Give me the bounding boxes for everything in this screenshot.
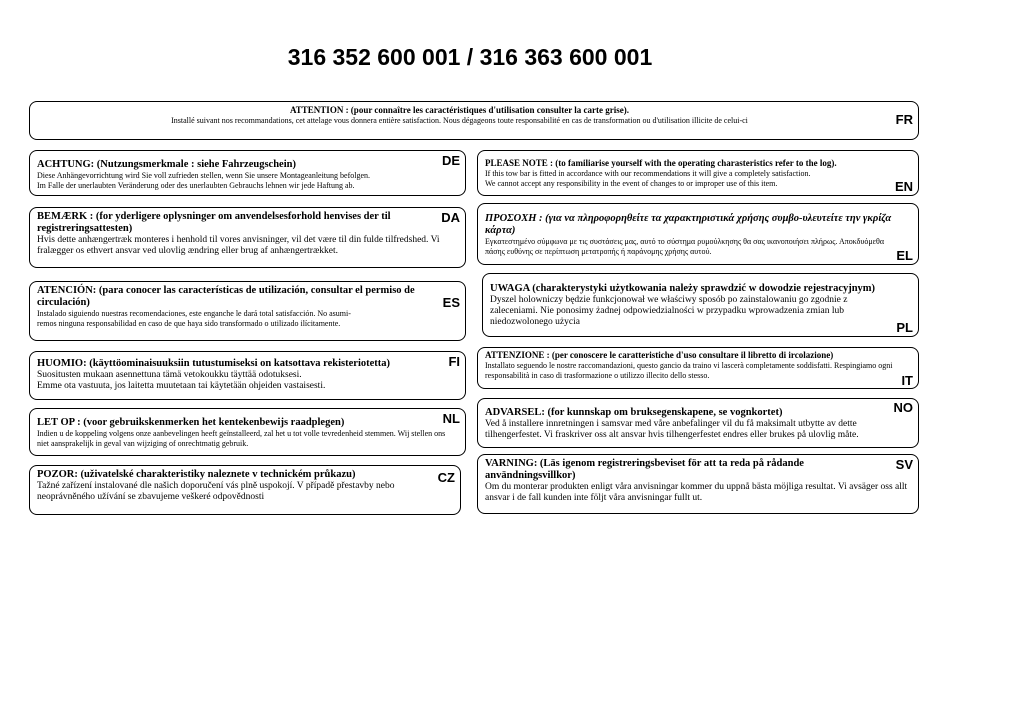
notice-text: Dyszel holowniczy będzie funkcjonował we właściwy sposób po zainstalowaniu go zgodnie z zaleceniami. Nie ponosimy żadnej odpowiedzialności w przypadku wprowadzenia zmian lub niedozwolonego użycia [490, 295, 848, 327]
notice-text: If this tow bar is fitted in accordance with our recommendations it will give a completely satisfaction. We cannot accept any responsibility in the event of changes to or improper use of this item. [485, 169, 811, 188]
language-code: PL [896, 320, 913, 335]
notice-text: Hvis dette anhængertræk monteres i henhold til vores anvisninger, vil det være til din fulde tilfredshed. Vi fralægger os ethvert ansvar ved ulovlig ændring eller brug af anhængertrækket. [37, 235, 440, 256]
notice-fr [29, 101, 919, 140]
notice-fi [29, 351, 466, 400]
notice-text: Suositusten mukaan asennettuna tämä vetokoukku täyttää odotuksesi. Emme ota vastuuta, jos laitetta muutetaan tai käytetään ohjeiden vastaisesti. [37, 370, 326, 391]
notice-heading: ATTENTION : (pour connaître les caractéristiques d'utilisation consulter la carte grise). [289, 105, 630, 115]
notice-el [477, 203, 919, 265]
language-code: EN [894, 179, 913, 194]
notice-heading: ADVARSEL: (for kunnskap om bruksegenskapene, se vognkortet) [485, 407, 783, 418]
language-code: SV [895, 457, 913, 472]
notice-sv [477, 454, 919, 514]
notice-text: Installé suivant nos recommandations, cet attelage vous donnera entière satisfaction. Nous dégageons toute responsabilité en cas de transformation ou d'utilisation illicite de celui-ci [171, 116, 748, 125]
page-title: 316 352 600 001 / 316 363 600 001 [287, 44, 653, 70]
notice-es [29, 281, 466, 341]
notice-text: Om du monterar produkten enligt våra anvisningar kommer du uppnå bästa möjliga resultat. Vi avsäger oss allt ansvar i de fall kunden inte följt våra anvisningar fullt ut. [485, 482, 908, 503]
language-code: NO [893, 400, 913, 415]
notice-text: Ved å installere innretningen i samsvar med våre anbefalinger vil du få maksimalt utbytte av dette tilhengerfestet. Vi fraskriver oss alt ansvar hvis tilhengerfestet endres eller brukes på ulovlig måte. [485, 419, 859, 440]
notice-heading: VARNING: (Läs igenom registreringsbeviset för att ta reda på rådande användningsvillkor) [485, 458, 804, 481]
notice-heading: UWAGA (charakterystyki użytkowania należy sprawdzić w dowodzie rejestracyjnym) [490, 283, 876, 294]
language-code: FI [448, 354, 460, 369]
notice-cz [29, 465, 461, 515]
notice-heading: PLEASE NOTE : (to familiarise yourself with the operating charasteristics refer to the log). [485, 158, 837, 168]
notice-da [29, 207, 466, 268]
notice-text: Tažné zařízení instalované dle našich doporučení vás plně uspokojí. V případě přestavby nebo neoprávněného užívání se zbavujeme veškeré odpovědnosti [37, 481, 395, 502]
notice-text: Indien u de koppeling volgens onze aanbevelingen heeft geïnstalleerd, zal het u tot volle tevredenheid stemmen. Wij stellen ons niet aansprakelijk in geval van wijziging of onrechtmatig gebruik. [37, 429, 446, 448]
notice-heading: ΠΡΟΣΟΧΗ : (για να πληροφορηθείτε τα χαρακτηριστικά χρήσης συμβο-υλευτείτε την γκρίζα κάρτα) [485, 213, 892, 236]
notice-pl [482, 273, 919, 337]
notice-nl [29, 408, 466, 456]
notice-text: Diese Anhängevorrichtung wird Sie voll zufrieden stellen, wenn Sie unsere Montageanleitung befolgen. Im Falle der unerlaubten Veränderung oder des unerlaubten Gebrauchs lehnen wir jede Haftung ab. [37, 171, 371, 190]
notice-heading: ATENCIÓN: (para conocer las características de utilización, consultar el permiso de circulación) [37, 285, 415, 308]
notice-text: Εγκατεστημένο σύμφωνα με τις συστάσεις μας, αυτό το σύστημα ρυμούλκησης θα σας ικανοποιήσει πλήρως. Αποκδυόμεθα πάσης ευθύνης σε περίπτωση μετατροπής ή παράνομης χρήσης αυτού. [485, 237, 885, 256]
notice-en [477, 150, 919, 196]
language-code: ES [442, 295, 460, 310]
language-code: EL [896, 248, 913, 263]
notice-text: Instalado siguiendo nuestras recomendaciones, este enganche le dará total satisfacción. No asumi- remos ninguna responsabilidad en caso de que haya sido transformado o utilizado ilícitamente. [37, 309, 351, 328]
language-code: IT [901, 373, 913, 388]
notice-text: Installato seguendo le nostre raccomandazioni, questo gancio da traino vi lascerà completamente soddisfatti. Respingiamo ogni responsabilità in caso di trasformazione o utilizzo illecito dello stesso. [485, 361, 893, 380]
notice-de [29, 150, 466, 196]
notice-it [477, 347, 919, 389]
language-code: DA [441, 210, 460, 225]
language-code: NL [442, 411, 460, 426]
language-code: DE [441, 153, 460, 168]
language-code: CZ [437, 470, 455, 485]
notice-heading: ACHTUNG: (Nutzungsmerkmale : siehe Fahrzeugschein) [37, 159, 296, 170]
notice-no [477, 398, 919, 448]
language-code: FR [895, 112, 913, 127]
notice-heading: POZOR: (uživatelské charakteristiky naleznete v technickém průkazu) [37, 469, 356, 480]
notice-heading: BEMÆRK : (for yderligere oplysninger om anvendelsesforhold henvises der til registreringsattesten) [37, 211, 391, 234]
notice-heading: ATTENZIONE : (per conoscere le caratteristiche d'uso consultare il libretto di ircolazione) [485, 350, 834, 360]
notice-heading: LET OP : (voor gebruikskenmerken het kentekenbewijs raadplegen) [37, 417, 345, 428]
notice-heading: HUOMIO: (käyttöominaisuuksiin tutustumiseksi on katsottava rekisteriotetta) [37, 358, 391, 369]
